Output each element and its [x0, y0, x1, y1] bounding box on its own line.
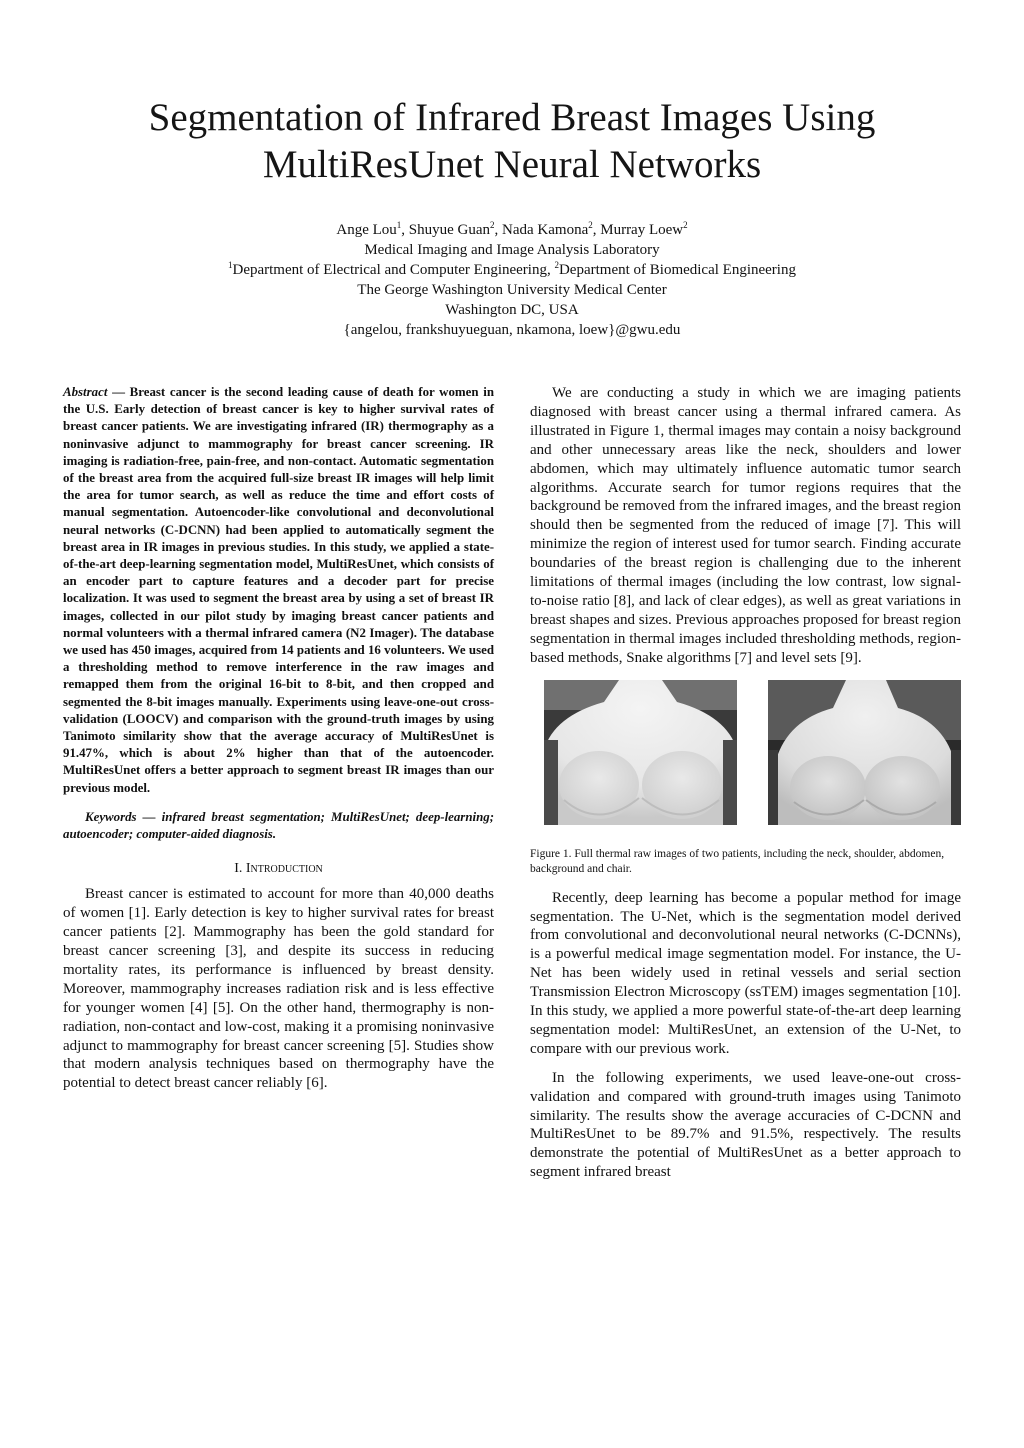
figure-caption: Figure 1. Full thermal raw images of two patients, including the neck, shoulder, abdomen, background and chair. — [530, 847, 945, 875]
departments — [0, 260, 1024, 280]
affiliation-sup: 2 — [588, 220, 593, 230]
thermal-image-patient-1 — [544, 680, 737, 825]
left-column — [63, 384, 494, 1093]
section-number: I. — [234, 861, 243, 877]
author-block — [0, 220, 1024, 340]
figure-1 — [544, 680, 961, 825]
abstract-lead: Abstract — [63, 385, 108, 399]
lab-name: Medical Imaging and Image Analysis Laboratory — [364, 242, 660, 258]
emails: {angelou, frankshuyueguan, nkamona, loew}@gwu.edu — [343, 322, 681, 338]
author-name: Ange Lou — [336, 222, 397, 238]
affiliation-sup: 2 — [490, 220, 495, 230]
section-heading-introduction — [63, 861, 494, 877]
right-column — [530, 384, 961, 1182]
title-line-1: Segmentation of Infrared Breast Images Using — [148, 96, 876, 139]
title-line-2: MultiResUnet Neural Networks — [262, 143, 762, 186]
author-name: , Nada Kamona — [494, 222, 589, 238]
affiliation-sup: 1 — [228, 260, 233, 270]
author-name: , Murray Loew — [592, 222, 684, 238]
intro-paragraph-1: Breast cancer is estimated to account for more than 40,000 deaths of women [1]. Early detection is key to higher survival rates for breast cancer patients [2]. Mammography has been the gold standard for breast cancer screening [3], and despite its success in reducing mortality rates, its performance is influenced by breast density. Moreover, mammography increases radiation risk and is less effective for younger women [4] [5]. On the other hand, thermography is non-radiation, non-contact and low-cost, making it a promising noninvasive adjunct to mammography for breast cancer screening [5]. Studies show that modern analysis techniques based on thermography have the potential to detect breast cancer reliably [6]. — [63, 886, 494, 1092]
paper-title — [0, 94, 1024, 188]
affiliation-sup: 2 — [554, 260, 559, 270]
author-names — [0, 220, 1024, 240]
thermal-image-patient-2 — [768, 680, 961, 825]
department-1: Department of Electrical and Computer Engineering, — [232, 262, 555, 278]
affiliation-sup: 2 — [683, 220, 688, 230]
section-title: Introduction — [245, 861, 323, 877]
keywords: Keywords — infrared breast segmentation; MultiResUnet; deep-learning; autoencoder; computer-aided diagnosis. — [63, 809, 494, 842]
thermal-body-graphic — [544, 680, 737, 825]
author-name: , Shuyue Guan — [401, 222, 491, 238]
affiliation-sup: 1 — [396, 220, 402, 230]
location: Washington DC, USA — [445, 302, 579, 318]
university: The George Washington University Medical Center — [357, 282, 667, 298]
right-paragraph-1: We are conducting a study in which we are imaging patients diagnosed with breast cancer using a thermal infrared camera. As illustrated in Figure 1, thermal images may contain a noisy background and other unnecessary areas like the neck, shoulders and lower abdomen, which may ultimately influence automatic tumor search algorithms. Accurate search for tumor regions requires that the background be removed from the infrared images, and the breast region should then be segmented from the reduced of image [7]. This will minimize the region of interest used for tumor search. Finding accurate boundaries of the breast region is challenging due to the inherent limitations of thermal images (including the low contrast, low signal-to-noise ratio [8], and lack of clear edges), as well as great variations in breast shapes and sizes. Previous approaches proposed for breast region segmentation in thermal images included thresholding methods, region-based methods, Snake algorithms [7] and level sets [9]. — [530, 385, 961, 666]
right-paragraph-3: In the following experiments, we used leave-one-out cross-validation and compared with ground-truth images using Tanimoto similarity. The results show the average accuracies of C-DCNN and MultiResUnet to be 89.7% and 91.5%, respectively. The results demonstrate the potential of MultiResUnet as a better approach to segment infrared breast — [530, 1069, 961, 1181]
department-2: Department of Biomedical Engineering — [558, 262, 796, 278]
thermal-body-graphic — [768, 680, 961, 825]
right-paragraph-2: Recently, deep learning has become a popular method for image segmentation. The U-Net, which is the segmentation model derived from convolutional and deconvolutional neural networks (C-DCNNs), is a powerful medical image segmentation model. For instance, the U-Net has been widely used in retinal vessels and serial section Transmission Electron Microscopy (ssTEM) images segmentation [10]. In this study, we applied a more powerful state-of-the-art deep learning segmentation model: MultiResUnet, an extension of the U-Net, to compare with our previous work. — [530, 889, 961, 1057]
abstract-text: — Breast cancer is the second leading cause of death for women in the U.S. Early detection of breast cancer is key to higher survival rates of breast cancer patients. We are investigating infrared (IR) thermography as a noninvasive adjunct to mammography for breast cancer screening. IR imaging is radiation-free, pain-free, and non-contact. Automatic segmentation of the breast area from the acquired full-size breast IR images will help limit the area for tumor search, as well as reduce the time and effort costs of manual segmentation. Autoencoder-like convolutional and deconvolutional neural networks (C-DCNN) had been applied to automatically segment the breast area in IR images in previous studies. In this study, we applied a state-of-the-art deep-learning segmentation model, MultiResUnet, which consists of an encoder part to capture features and a decoder part for precise localization. It was used to segment the breast area by using a set of breast IR images, collected in our pilot study by imaging breast cancer patients and normal volunteers with a thermal infrared camera (N2 Imager). The database we used has 450 images, acquired from 14 patients and 16 volunteers. We used a thresholding method to remove interference in the raw images and remapped them from the original 16-bit to 8-bit, and then cropped and segmented the 8-bit images manually. Experiments using leave-one-out cross-validation (LOOCV) and comparison with the ground-truth images by using Tanimoto similarity show that the average accuracy of MultiResUnet is 91.47%, which is about 2% higher than that of the autoencoder. MultiResUnet offers a better approach to segment breast IR images than our previous model. — [63, 385, 494, 795]
abstract — [63, 384, 494, 797]
